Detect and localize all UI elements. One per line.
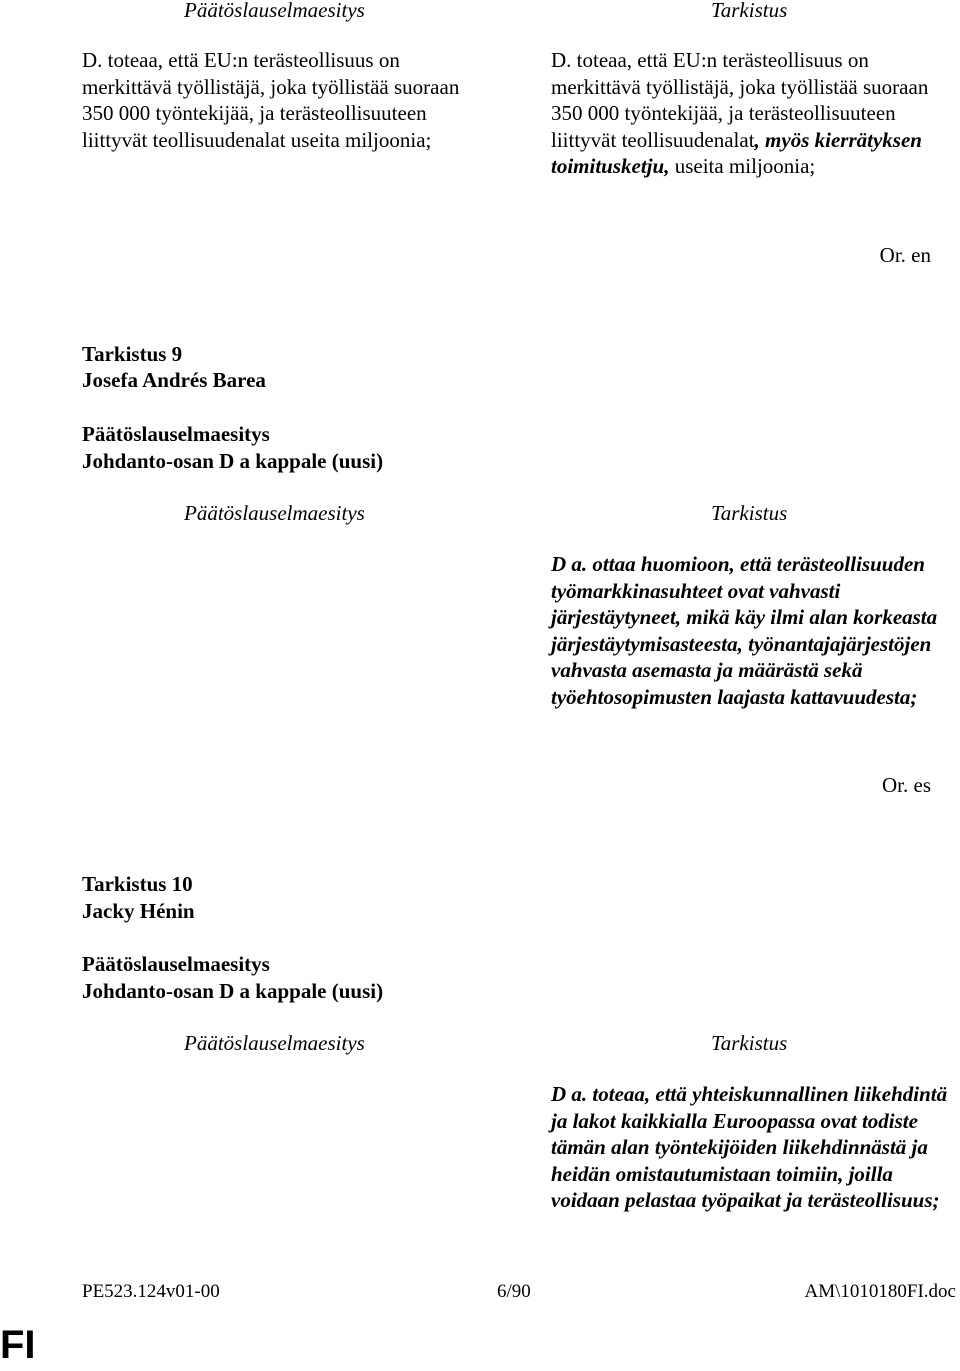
amendment-subject-label: Päätöslauselmaesitys <box>82 952 270 976</box>
right-column-header: Tarkistus <box>711 501 788 525</box>
right-column-header: Tarkistus <box>711 0 788 22</box>
amended-text: D a. toteaa, että yhteiskunnallinen liikehdintä ja lakot kaikkialla Euroopassa ovat todiste tämän alan työntekijöiden liikehdinnästä ja heidän omistautumistaan toimiin, joilla voidaan pelastaa työpaikat ja terästeollisuus; <box>551 1082 948 1212</box>
amendment-title: Tarkistus 9 <box>82 342 183 366</box>
amended-text-insertion: , myös kierrätyksen toimitusketju, <box>551 127 922 178</box>
original-language: Or. en <box>879 243 931 267</box>
left-column-header: Päätöslauselmaesitys <box>184 1031 365 1055</box>
amended-text: D a. ottaa huomioon, että terästeollisuuden työmarkkinasuhteet ovat vahvasti järjestäytyneet, mikä käy ilmi alan korkeasta järjestäytymisasteesta, työnantajajärjestöjen vahvasta asemasta ja määrästä sekä työehtosopimusten laajasta kattavuudesta; <box>551 552 938 709</box>
amendment-author: Jacky Hénin <box>82 899 195 923</box>
amendment-subject: Johdanto-osan D a kappale (uusi) <box>82 449 384 473</box>
language-code: FI <box>0 1323 36 1367</box>
amendment-title: Tarkistus 10 <box>82 872 193 896</box>
right-column-header: Tarkistus <box>711 1031 788 1055</box>
amended-text-part: D. toteaa, että EU:n terästeollisuus on merkittävä työllistäjä, joka työllistää suoraan 350 000 työntekijää, ja terästeollisuuteen liittyvät teollisuudenalat <box>551 48 929 152</box>
amendment-subject: Johdanto-osan D a kappale (uusi) <box>82 979 384 1003</box>
left-column-header: Päätöslauselmaesitys <box>184 0 365 22</box>
original-text: D. toteaa, että EU:n terästeollisuus on merkittävä työllistäjä, joka työllistää suoraan 350 000 työntekijää, ja terästeollisuuteen liittyvät teollisuudenalat useita miljoonia; <box>82 48 460 152</box>
amendment-subject-label: Päätöslauselmaesitys <box>82 422 270 446</box>
footer-file-name: AM\1010180FI.doc <box>804 1281 956 1302</box>
left-column-header: Päätöslauselmaesitys <box>184 501 365 525</box>
original-language: Or. es <box>882 773 931 797</box>
footer-doc-ref: PE523.124v01-00 <box>82 1281 220 1302</box>
amended-text <box>551 47 956 180</box>
amended-text-part: useita miljoonia; <box>669 154 816 178</box>
footer-page-number: 6/90 <box>497 1281 531 1302</box>
amendment-author: Josefa Andrés Barea <box>82 368 266 392</box>
